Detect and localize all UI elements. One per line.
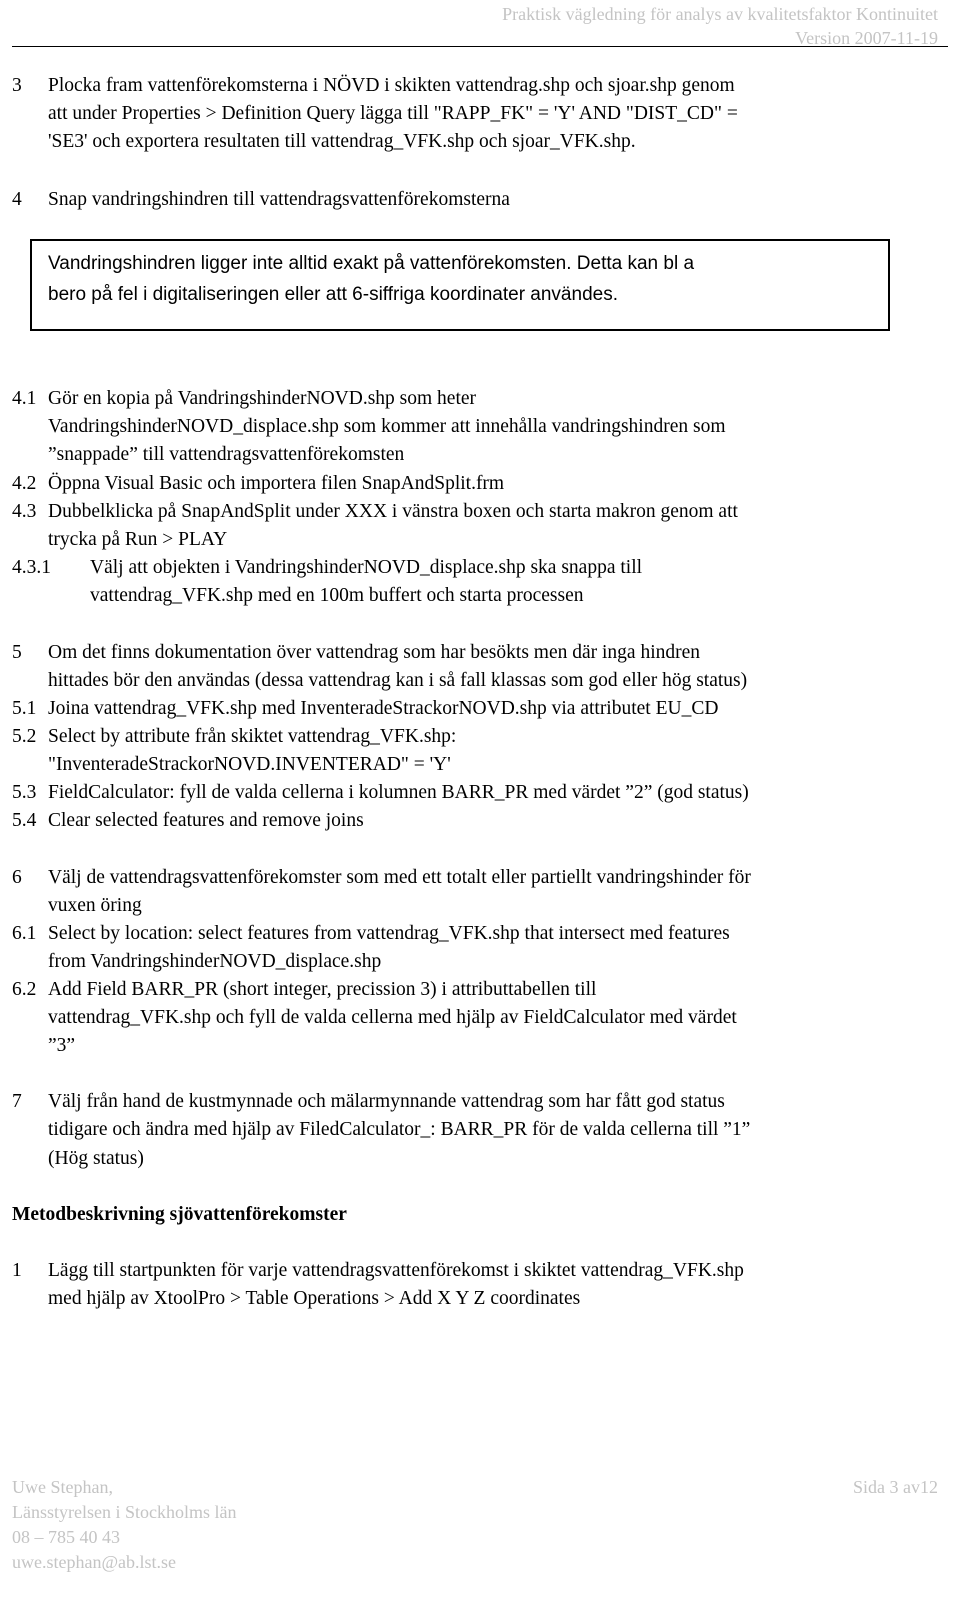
footer-author: Uwe Stephan, — [12, 1477, 113, 1497]
lake-step-1-line-1: Lägg till startpunkten för varje vattendragsvattenförekomst i skiktet vattendrag_VFK.shp — [48, 1260, 744, 1281]
step-number: 1 — [12, 1260, 22, 1281]
step-7-line-2: tidigare och ändra med hjälp av FiledCalculator_: BARR_PR för de valda cellerna till ”1” — [48, 1119, 751, 1140]
step-number: 4.1 — [12, 388, 37, 409]
header-divider — [12, 46, 948, 47]
step-3-line-3: 'SE3' och exportera resultaten till vattendrag_VFK.shp och sjoar_VFK.shp. — [48, 131, 636, 152]
step-number: 4.2 — [12, 473, 37, 494]
step-3-line-2: att under Properties > Definition Query lägga till "RAPP_FK" = 'Y' AND "DIST_CD" = — [48, 103, 738, 124]
step-4-1-line-2: VandringshinderNOVD_displace.shp som kommer att innehålla vandringshindren som — [48, 416, 726, 437]
step-5-4-text: Clear selected features and remove joins — [48, 810, 364, 831]
step-5-3-text: FieldCalculator: fyll de valda cellerna i kolumnen BARR_PR med värdet ”2” (god status) — [48, 782, 749, 803]
footer-organization: Länsstyrelsen i Stockholms län — [12, 1502, 237, 1522]
step-number: 5.1 — [12, 698, 37, 719]
step-6-2-line-1: Add Field BARR_PR (short integer, precission 3) i attributtabellen till — [48, 979, 597, 1000]
step-6-line-1: Välj de vattendragsvattenförekomster som med ett totalt eller partiellt vandringshinder för — [48, 867, 751, 888]
step-4-1-line-1: Gör en kopia på VandringshinderNOVD.shp som heter — [48, 388, 477, 409]
step-number: 5.3 — [12, 782, 37, 803]
step-number: 5.2 — [12, 726, 37, 747]
step-5-line-1: Om det finns dokumentation över vattendrag som har besökts men där inga hindren — [48, 642, 701, 663]
step-4-3-1-line-2: vattendrag_VFK.shp med en 100m buffert och starta processen — [90, 585, 584, 606]
step-number: 6.1 — [12, 923, 37, 944]
footer-phone: 08 – 785 40 43 — [12, 1527, 120, 1547]
step-number: 5 — [12, 642, 22, 663]
note-line-2: bero på fel i digitaliseringen eller att 6-siffriga koordinater användes. — [48, 284, 618, 305]
section-heading: Metodbeskrivning sjövattenförekomster — [12, 1204, 347, 1225]
step-6-2-line-3: ”3” — [48, 1035, 76, 1056]
document-title: Praktisk vägledning för analys av kvalitetsfaktor Kontinuitet — [502, 4, 938, 24]
step-4-1-line-3: ”snappade” till vattendragsvattenförekomsten — [48, 444, 405, 465]
step-4-3-line-2: trycka på Run > PLAY — [48, 529, 228, 550]
step-4-3-line-1: Dubbelklicka på SnapAndSplit under XXX i vänstra boxen och starta makron genom att — [48, 501, 738, 522]
step-number: 5.4 — [12, 810, 37, 831]
step-5-1-text: Joina vattendrag_VFK.shp med InventeradeStrackorNOVD.shp via attributet EU_CD — [48, 698, 719, 719]
note-line-1: Vandringshindren ligger inte alltid exakt på vattenförekomsten. Detta kan bl a — [48, 253, 695, 274]
step-4-text: Snap vandringshindren till vattendragsvattenförekomsterna — [48, 189, 510, 210]
step-5-2-line-2: "InventeradeStrackorNOVD.INVENTERAD" = 'Y' — [48, 754, 451, 775]
step-number: 6 — [12, 867, 22, 888]
step-number: 6.2 — [12, 979, 37, 1000]
step-6-line-2: vuxen öring — [48, 895, 142, 916]
step-5-2-line-1: Select by attribute från skiktet vattendrag_VFK.shp: — [48, 726, 457, 747]
step-number: 4 — [12, 189, 22, 210]
step-7-line-3: (Hög status) — [48, 1148, 144, 1169]
footer-email: uwe.stephan@ab.lst.se — [12, 1552, 177, 1572]
step-number: 3 — [12, 75, 22, 96]
step-6-1-line-1: Select by location: select features from vattendrag_VFK.shp that intersect med features — [48, 923, 730, 944]
step-6-1-line-2: from VandringshinderNOVD_displace.shp — [48, 951, 382, 972]
step-4-3-1-line-1: Välj att objekten i VandringshinderNOVD_displace.shp ska snappa till — [90, 557, 643, 578]
step-number: 4.3 — [12, 501, 37, 522]
page-number: Sida 3 av12 — [853, 1477, 938, 1497]
step-number: 4.3.1 — [12, 557, 51, 578]
step-5-line-2: hittades bör den användas (dessa vattendrag kan i så fall klassas som god eller hög status) — [48, 670, 748, 691]
page-header — [502, 2, 938, 50]
step-6-2-line-2: vattendrag_VFK.shp och fyll de valda cellerna med hjälp av FieldCalculator med värdet — [48, 1007, 737, 1028]
document-version: Version 2007-11-19 — [795, 28, 938, 48]
step-number: 7 — [12, 1091, 22, 1112]
step-7-line-1: Välj från hand de kustmynnade och mälarmynnande vattendrag som har fått god status — [48, 1091, 725, 1112]
lake-step-1-line-2: med hjälp av XtoolPro > Table Operations > Add X Y Z coordinates — [48, 1288, 581, 1309]
step-4-2-text: Öppna Visual Basic och importera filen SnapAndSplit.frm — [48, 473, 505, 494]
step-3-line-1: Plocka fram vattenförekomsterna i NÖVD i skikten vattendrag.shp och sjoar.shp genom — [48, 75, 735, 96]
